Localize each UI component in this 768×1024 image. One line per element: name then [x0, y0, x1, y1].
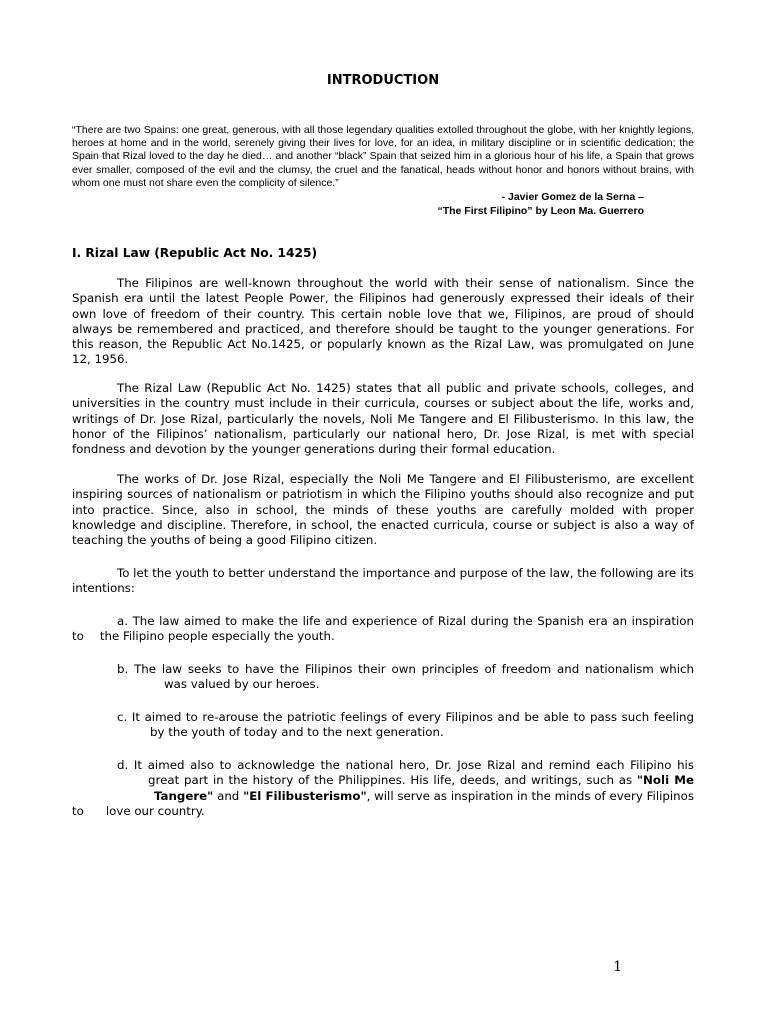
quote-source: “The First Filipino” by Leon Ma. Guerrero — [437, 205, 644, 217]
list-item-b-text-cont: was valued by our heroes. — [164, 677, 320, 692]
list-item-c-text: c. It aimed to re-arouse the patriotic feelings of every Filipinos and be able to pass such feeling — [117, 710, 694, 724]
page-number: 1 — [613, 959, 622, 975]
novel-title-fili: "El Filibusterismo" — [243, 788, 367, 803]
list-item-b — [72, 662, 694, 693]
section-heading: I. Rizal Law (Republic Act No. 1425) — [72, 246, 318, 260]
page-title: INTRODUCTION — [326, 73, 440, 88]
list-item-d-text: d. It aimed also to acknowledge the national hero, Dr. Jose Rizal and remind each Filipino his — [117, 758, 694, 772]
list-item-c-text-cont: by the youth of today and to the next generation. — [150, 725, 444, 740]
novel-title-noli-part1: "Noli Me — [636, 773, 694, 788]
document-page — [72, 0, 694, 1024]
list-item-c — [72, 710, 694, 741]
paragraph-2: The Rizal Law (Republic Act No. 1425) states that all public and private schools, colleges, and universities in the country must include in their curricula, courses or subject about the life, works and, writings of Dr. Jose Rizal, particularly the novels, Noli Me Tangere and El Filibusterismo. In this law, the honor of the Filipinos’ nationalism, particularly our national hero, Dr. Jose Rizal, is met with special fondness and devotion by the younger generations during their formal education. — [72, 381, 694, 457]
list-item-d-text-final: love our country. — [105, 803, 205, 818]
list-item-d-text-cont: great part in the history of the Philippines. His life, deeds, and writings, such as — [148, 773, 633, 788]
epigraph-quote: “There are two Spains: one great, generous, with all those legendary qualities extolled throughout the globe, with her knightly legions, heroes at home and in the world, serenely giving their lives for love, for an idea, in military discipline or in scientific dedication; the Spain that Rizal loved to the day he died… and another “black” Spain that seized him in a glorious hour of his life, a Spain that grows ever smaller, composed of the evil and the clumsy, the cruel and the fanatical, heads without honor and honors without brains, with whom one must not share even the complicity of silence.” — [72, 124, 694, 189]
list-item-a-text: a. The law aimed to make the life and experience of Rizal during the Spanish era an inspiration to — [72, 614, 694, 644]
paragraph-1: The Filipinos are well-known throughout the world with their sense of nationalism. Since the Spanish era until the latest People Power, the Filipinos had generously expressed their ideals of their own love of freedom of their country. This certain noble love that we, Filipinos, are proud of should always be remembered and practiced, and therefore should be taught to the younger generations. For this reason, the Republic Act No.1425, or popularly known as the Rizal Law, was promulgated on June 12, 1956. — [72, 276, 694, 367]
list-item-b-text: b. The law seeks to have the Filipinos their own principles of freedom and nationalism which — [117, 662, 694, 676]
novel-title-noli-part2: Tangere" — [154, 788, 214, 803]
paragraph-4: To let the youth to better understand the importance and purpose of the law, the following are its intentions: — [72, 566, 694, 596]
quote-author: - Javier Gomez de la Serna – — [501, 191, 644, 203]
list-item-d-and: and — [213, 788, 244, 803]
list-item-a — [72, 614, 694, 645]
paragraph-3: The works of Dr. Jose Rizal, especially the Noli Me Tangere and El Filibusterismo, are excellent inspiring sources of nationalism or patriotism in which the Filipino youths should also recognize and put into practice. Since, also in school, the minds of these youths are carefully molded with proper knowledge and discipline. Therefore, in school, the enacted curricula, course or subject is also a way of teaching the youths of being a good Filipino citizen. — [72, 472, 694, 548]
list-item-a-text-cont: the Filipino people especially the youth. — [99, 629, 335, 644]
list-item-d — [72, 758, 694, 819]
list-item-d-text-end: , will serve as inspiration in the minds of every Filipinos to — [72, 788, 694, 818]
